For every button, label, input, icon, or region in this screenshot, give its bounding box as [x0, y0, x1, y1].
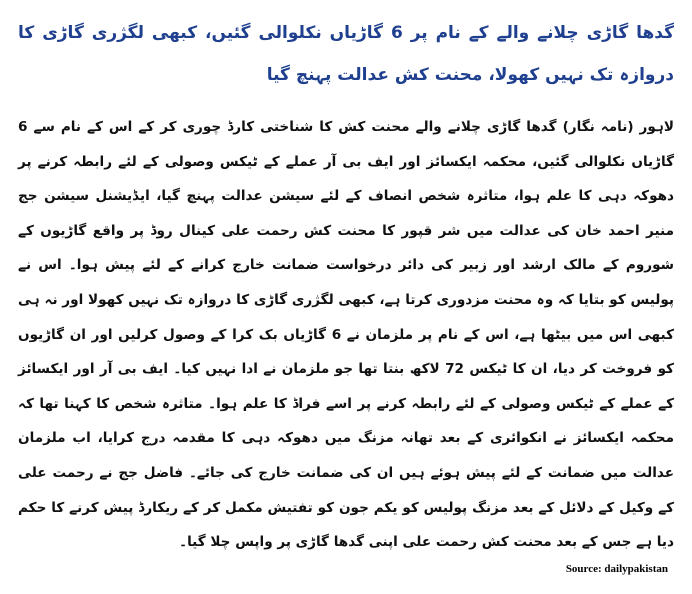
source-credit: Source: dailypakistan: [565, 563, 668, 575]
article-body: لاہور (نامہ نگار) گدھا گاڑی چلانے والے محنت کش کا شناختی کارڈ چوری کر کے اس کے نام سے 6 گاڑیاں نکلوالی گئیں، محکمہ ایکسائز اور ایف بی آر عملے کے ٹیکس وصولی کے لئے رابطہ کرنے پر دھوکہ دہی کا علم ہوا، متاثرہ شخص انصاف کے لئے سیشن عدالت پہنچ گیا، ایڈیشنل سیشن جج منیر احمد خان کی عدالت میں شر قپور کا محنت کش رحمت علی کینال روڈ پر واقع گاڑیوں کے شوروم کے مالک ارشد اور زبیر کی دائر درخواست ضمانت خارج کرانے کے لئے پیش ہوا۔ اس نے پولیس کو بتایا کہ وہ محنت مزدوری کرتا ہے، کبھی لگژری گاڑی کا دروازہ تک نہیں کھولا اور نہ ہی کبھی اس میں بیٹھا ہے، اس کے نام پر ملزمان نے 6 گاڑیاں بک کرا کے وصول کرلیں اور ان گاڑیوں کو فروخت کر دیا، ان کا ٹیکس 72 لاکھ بنتا تھا جو ملزمان نے ادا نہیں کیا۔ ایف بی آر اور ایکسائز کے عملے کے ٹیکس وصولی کے لئے رابطہ کرنے پر اسے فراڈ کا علم ہوا۔ متاثرہ شخص کا کہنا تھا کہ محکمہ ایکسائز نے انکوائری کے بعد تھانہ مزنگ میں دھوکہ دہی کا مقدمہ درج کرایا، اب ملزمان عدالت میں ضمانت کے لئے پیش ہوئے ہیں ان کی ضمانت خارج کی جائے۔ فاضل جج نے رحمت علی کے وکیل کے دلائل کے بعد مزنگ پولیس کو یکم جون کو تفتیش مکمل کر کے ریکارڈ پیش کرنے کا حکم دیا ہے جس کے بعد محنت کش رحمت علی اپنی گدھا گاڑی پر واپس چلا گیا۔: [18, 119, 674, 551]
article-headline: گدھا گاڑی چلانے والے کے نام پر 6 گاڑیاں نکلوالی گئیں، کبھی لگژری گاڑی کا دروازہ تک نہیں کھولا، محنت کش عدالت پہنچ گیا: [18, 23, 674, 85]
